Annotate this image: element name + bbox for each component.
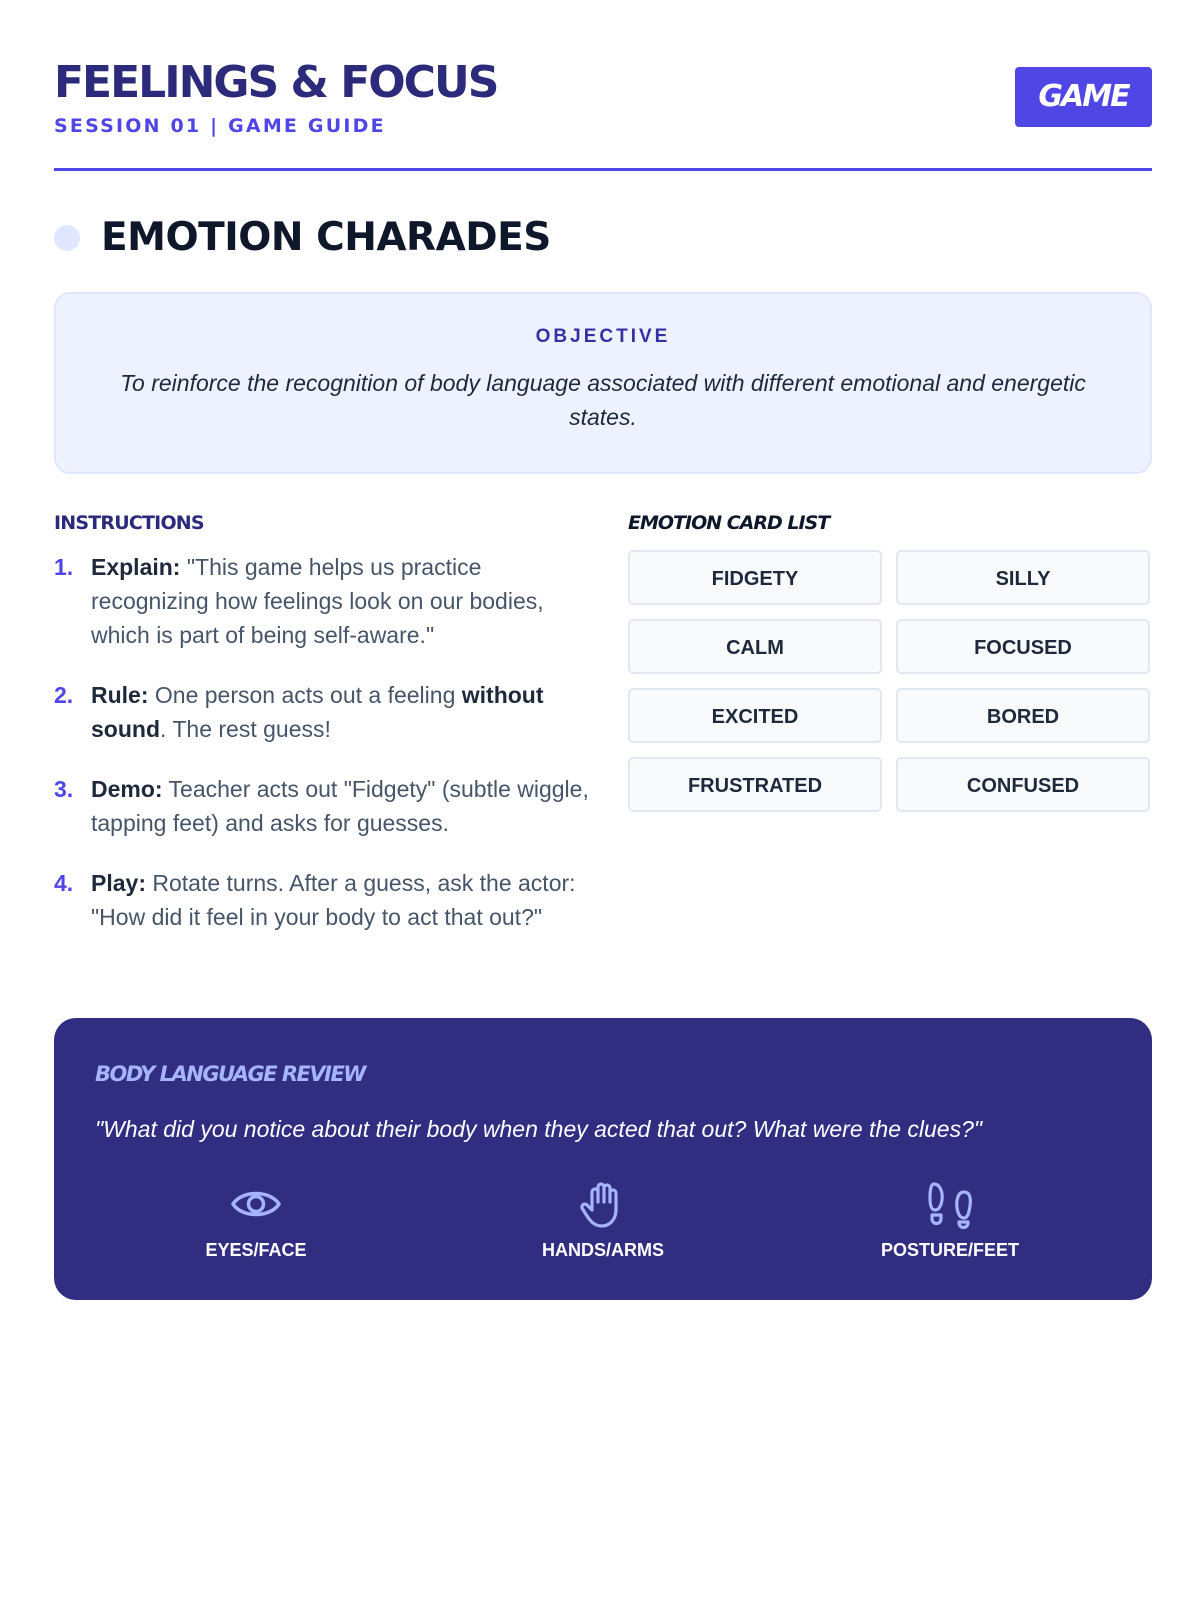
brand-title: FEELINGS & FOCUS	[54, 57, 498, 108]
emotion-card: SILLY	[896, 550, 1150, 605]
review-cue-hands	[513, 1178, 693, 1261]
emotion-card: BORED	[896, 688, 1150, 743]
game-guide-page	[54, 0, 1152, 1600]
step-number: 4.	[54, 870, 74, 896]
eye-icon	[230, 1178, 282, 1230]
review-title: BODY LANGUAGE REVIEW	[95, 1062, 365, 1086]
instruction-step	[54, 772, 594, 840]
instruction-step	[54, 678, 594, 746]
step-number: 1.	[54, 554, 74, 580]
emotion-card: EXCITED	[628, 688, 882, 743]
objective-box	[54, 292, 1152, 474]
instruction-step	[54, 550, 594, 652]
section-title: EMOTION CHARADES	[101, 215, 551, 260]
emotion-card: CALM	[628, 619, 882, 674]
game-badge: GAME	[1015, 67, 1152, 127]
emotion-card-heading: EMOTION CARD LIST	[628, 512, 830, 534]
header	[54, 55, 1152, 171]
step-number: 2.	[54, 682, 74, 708]
emotion-card: FOCUSED	[896, 619, 1150, 674]
hand-icon	[577, 1178, 629, 1230]
objective-text: To reinforce the recognition of body language associated with different emotional and energetic states.	[120, 370, 1086, 430]
step-text: One person acts out a feeling	[148, 682, 462, 708]
review-cue-eyes	[166, 1178, 346, 1261]
emotion-card: CONFUSED	[896, 757, 1150, 812]
brand-subtitle: SESSION 01 | GAME GUIDE	[54, 115, 386, 137]
step-text: "This game helps us practice recognizing how feelings look on our bodies, which is part of being self-aware."	[91, 554, 544, 648]
cue-label: EYES/FACE	[205, 1240, 307, 1260]
step-lead: Demo:	[91, 776, 163, 802]
step-text: Teacher acts out "Fidgety" (subtle wiggle, tapping feet) and asks for guesses.	[91, 776, 589, 836]
objective-label: OBJECTIVE	[535, 326, 671, 347]
section-bullet-icon	[54, 225, 80, 251]
cue-label: POSTURE/FEET	[880, 1240, 1019, 1260]
footprints-icon	[924, 1178, 976, 1230]
step-text: . The rest guess!	[160, 716, 331, 742]
instruction-step	[54, 866, 594, 934]
emotion-card-grid	[628, 550, 1152, 812]
step-text: Rotate turns. After a guess, ask the actor: "How did it feel in your body to act that out?"	[91, 870, 576, 930]
step-number: 3.	[54, 776, 74, 802]
review-cue-posture	[860, 1178, 1040, 1261]
header-divider	[54, 168, 1152, 171]
instructions-heading: INSTRUCTIONS	[54, 512, 204, 534]
emotion-card-column	[628, 510, 1152, 812]
emotion-card: FRUSTRATED	[628, 757, 882, 812]
body-language-review	[54, 1018, 1152, 1300]
step-lead: Play:	[91, 870, 146, 896]
step-emphasis: without sound	[91, 682, 544, 742]
step-lead: Explain:	[91, 554, 181, 580]
emotion-card: FIDGETY	[628, 550, 882, 605]
cue-label: HANDS/ARMS	[541, 1240, 664, 1260]
instructions-column	[54, 510, 594, 960]
review-question: "What did you notice about their body when they acted that out? What were the clues?"	[95, 1116, 983, 1142]
step-lead: Rule:	[91, 682, 149, 708]
